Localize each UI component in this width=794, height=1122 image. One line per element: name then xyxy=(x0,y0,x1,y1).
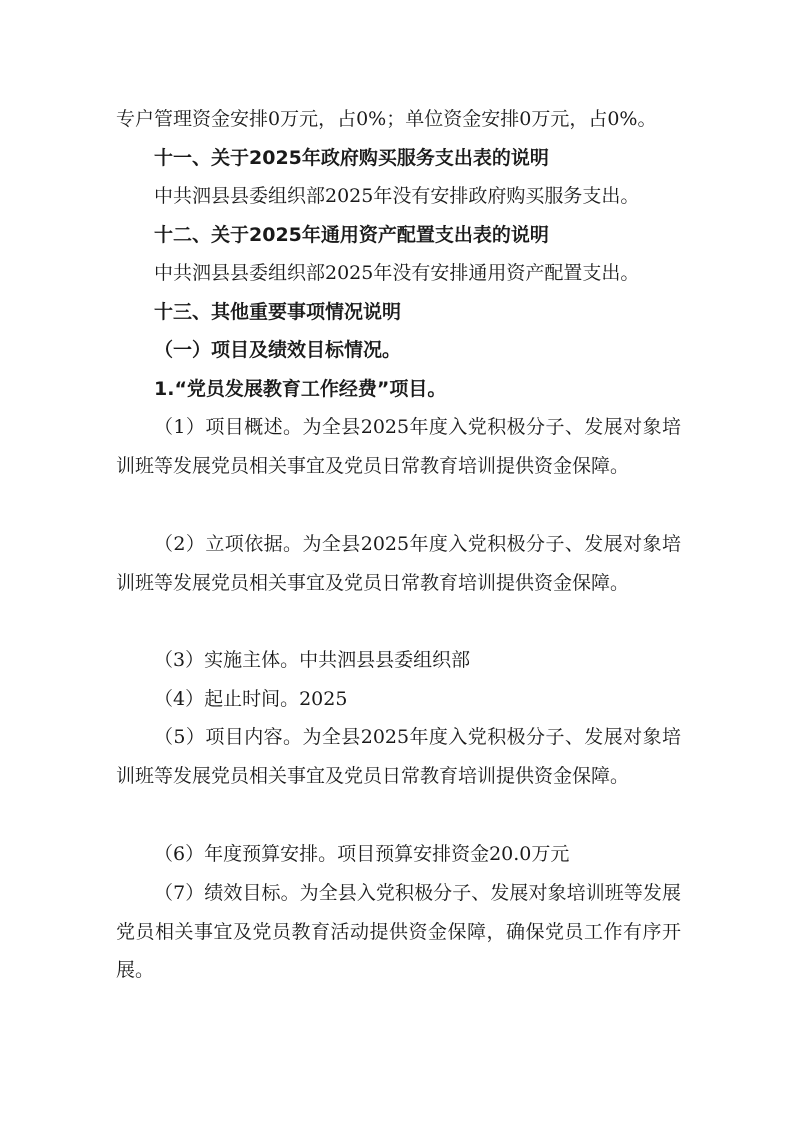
paragraph-fund-allocation: 专户管理资金安排0万元，占0%；单位资金安排0万元，占0%。 xyxy=(116,108,657,130)
paragraph-item-basis: （2）立项依据。为全县2025年度入党积极分子、发展对象培训班等发展党员相关事宜及党员日常教育培训提供资金保障。 xyxy=(116,533,681,594)
heading-section-12: 十二、关于2025年通用资产配置支出表的说明 xyxy=(154,224,549,246)
paragraph-item-goal: （7）绩效目标。为全县入党积极分子、发展对象培训班等发展党员相关事宜及党员教育活动提供资金保障，确保党员工作有序开展。 xyxy=(116,882,681,981)
heading-project-1: 1.“党员发展教育工作经费”项目。 xyxy=(154,378,447,400)
heading-section-13: 十三、其他重要事项情况说明 xyxy=(154,301,402,323)
paragraph-item-implementer: （3）实施主体。中共泗县县委组织部 xyxy=(154,649,471,671)
heading-section-11: 十一、关于2025年政府购买服务支出表的说明 xyxy=(154,147,549,169)
heading-subsection-1: （一）项目及绩效目标情况。 xyxy=(154,339,402,361)
paragraph-item-overview: （1）项目概述。为全县2025年度入党积极分子、发展对象培训班等发展党员相关事宜及党员日常教育培训提供资金保障。 xyxy=(116,416,681,477)
paragraph-section-11: 中共泗县县委组织部2025年没有安排政府购买服务支出。 xyxy=(154,185,640,207)
paragraph-item-budget: （6）年度预算安排。项目预算安排资金20.0万元 xyxy=(154,843,570,865)
paragraph-item-content: （5）项目内容。为全县2025年度入党积极分子、发展对象培训班等发展党员相关事宜及党员日常教育培训提供资金保障。 xyxy=(116,726,681,787)
paragraph-section-12: 中共泗县县委组织部2025年没有安排通用资产配置支出。 xyxy=(154,262,640,284)
paragraph-item-period: （4）起止时间。2025 xyxy=(154,688,348,710)
